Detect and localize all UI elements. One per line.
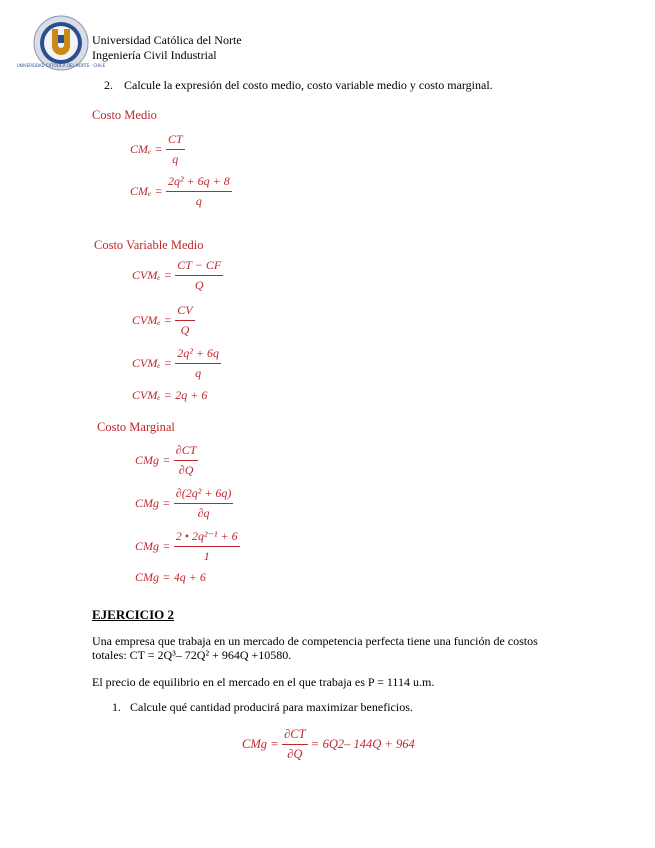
eq-denominator: Q [194, 278, 204, 292]
eq-rhs: 2q + 6 [175, 388, 208, 402]
cmg-eq4: CMg = 4q + 6 [135, 570, 206, 584]
eq-denominator: Q [180, 323, 190, 337]
eq-lhs: CMₑ [130, 142, 152, 156]
eq-lhs: CMg [135, 539, 159, 553]
eq-numerator: 2 • 2q²⁻¹ + 6 [174, 529, 240, 547]
eq-lhs: CMg [135, 496, 159, 510]
eq-numerator: 2q² + 6q [175, 346, 221, 364]
university-name: Universidad Católica del Norte [92, 33, 242, 47]
eq-numerator: ∂(2q² + 6q) [174, 486, 234, 504]
eq-numerator: CT − CF [175, 258, 223, 276]
costo-medio-eq1: CMₑ = $\frac{CT}{q}$ [130, 132, 183, 166]
cmg-eq3: CMg = $\frac{\text{2 • 2q²⁻¹ + 6}}{1}$ [135, 529, 238, 563]
cmg-eq1: CMg = $\frac{\partial CT}{\partial Q}$ [135, 443, 197, 477]
eq-lhs: CVMₑ [132, 268, 161, 282]
costo-medio-title: Costo Medio [92, 108, 157, 122]
question-1-text: Calcule qué cantidad producirá para maximizar beneficios. [130, 700, 413, 714]
university-logo [16, 15, 106, 71]
ejercicio-2-title: EJERCICIO 2 [92, 607, 174, 622]
eq-denominator: 1 [203, 549, 210, 563]
costo-medio-eq2: CMₑ = $\frac{\text{2q² + 6q + 8}}{q}$ [130, 174, 230, 208]
eq-lhs: CVMₑ [132, 388, 161, 402]
costo-marginal-title: Costo Marginal [97, 420, 175, 434]
ejercicio-2-para1-line1: Una empresa que trabaja en un mercado de competencia perfecta tiene una función de costos [92, 634, 538, 648]
eq-numerator: CV [175, 303, 194, 321]
eq-lhs: CMₑ [130, 184, 152, 198]
eq-lhs: CVMₑ [132, 313, 161, 327]
department-name: Ingeniería Civil Industrial [92, 48, 217, 62]
logo-text: UNIVERSIDAD CATÓLICA DEL NORTE · CHILE [16, 63, 106, 68]
eq-lhs: CVMₑ [132, 356, 161, 370]
eq-denominator: ∂Q [178, 463, 194, 477]
ejercicio-2-para2: El precio de equilibrio en el mercado en el que trabaja es P = 1114 u.m. [92, 675, 435, 689]
cvm-eq1: CVMₑ = $\frac{CT - CF}{Q}$ [132, 258, 222, 292]
question-2-text: Calcule la expresión del costo medio, costo variable medio y costo marginal. [124, 78, 493, 92]
eq-denominator: ∂q [197, 506, 210, 520]
eq-denominator: q [195, 194, 202, 208]
cvm-eq4: CVMₑ = 2q + 6 [132, 388, 208, 402]
eq-rhs: 6Q2– 144Q + 964 [322, 737, 415, 751]
question-2-number: 2. [104, 78, 113, 92]
eq-lhs: CMg [242, 737, 267, 751]
eq-lhs: CMg [135, 570, 159, 584]
eq-denominator: q [172, 152, 179, 166]
eq-denominator: q [195, 366, 202, 380]
ejercicio-2-cmg-equation: CMg = $\frac{\partial CT}{\partial Q}$ = 6Q2– 144Q + 964 [242, 727, 415, 761]
eq-lhs: CMg [135, 453, 159, 467]
question-1-number: 1. [112, 700, 121, 714]
eq-numerator: ∂CT [282, 727, 307, 745]
cvm-eq2: CVMₑ = $\frac{CV}{Q}$ [132, 303, 193, 337]
cmg-eq2: CMg = $\frac{\text{∂(2q² + 6q)}}{\partial q}$ [135, 486, 232, 520]
eq-rhs: 4q + 6 [173, 570, 206, 584]
eq-numerator: ∂CT [174, 443, 199, 461]
ejercicio-2-para1-line2: totales: CT = 2Q³– 72Q² + 964Q +10580. [92, 648, 292, 662]
costo-variable-medio-title: Costo Variable Medio [94, 238, 204, 252]
eq-numerator: CT [166, 132, 185, 150]
eq-denominator: ∂Q [287, 747, 303, 761]
eq-numerator: 2q² + 6q + 8 [166, 174, 232, 192]
cvm-eq3: CVMₑ = $\frac{\text{2q² + 6q}}{q}$ [132, 346, 219, 380]
